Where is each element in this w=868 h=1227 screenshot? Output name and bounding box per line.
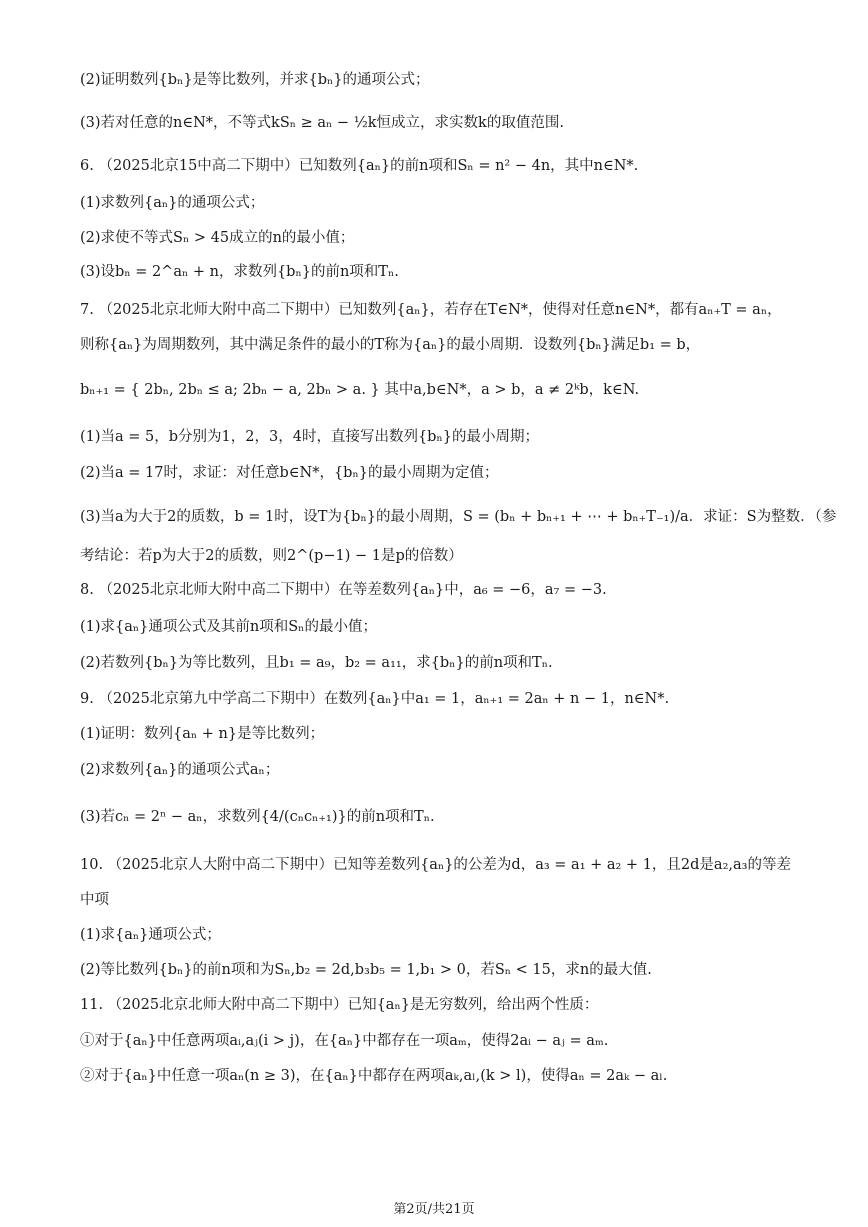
text-line: (2)求使不等式Sₙ > 45成立的n的最小值； (80, 230, 355, 246)
text-line: (1)证明：数列{aₙ + n}是等比数列； (80, 726, 325, 742)
text-line: (1)求{aₙ}通项公式及其前n项和Sₙ的最小值； (80, 619, 377, 635)
text-line: 7. （2025北京北师大附中高二下期中）已知数列{aₙ}，若存在T∈N*，使得对任意n∈N*，都有aₙ₊T = aₙ， (80, 302, 782, 318)
text-line: (3)当a为大于2的质数，b = 1时，设T为{bₙ}的最小周期，S = (bₙ + bₙ₊₁ + ⋯ + bₙ₊T₋₁)/a．求证：S为整数．（参 (80, 509, 837, 525)
text-line: (3)若cₙ = 2ⁿ − aₙ，求数列{4/(cₙcₙ₊₁)}的前n项和Tₙ. (80, 809, 435, 825)
text-line: 9. （2025北京第九中学高二下期中）在数列{aₙ}中a₁ = 1，aₙ₊₁ = 2aₙ + n − 1，n∈N*. (80, 691, 670, 707)
text-line: 8. （2025北京北师大附中高二下期中）在等差数列{aₙ}中，a₆ = −6，a₇ = −3. (80, 582, 607, 598)
text-line: (2)当a = 17时，求证：对任意b∈N*，{bₙ}的最小周期为定值； (80, 465, 499, 481)
text-line: (2)证明数列{bₙ}是等比数列，并求{bₙ}的通项公式； (80, 72, 430, 88)
text-line: 6. （2025北京15中高二下期中）已知数列{aₙ}的前n项和Sₙ = n² − 4n，其中n∈N*. (80, 158, 639, 174)
text-line: ①对于{aₙ}中任意两项aᵢ,aⱼ(i > j)，在{aₙ}中都存在一项aₘ，使得2aᵢ − aⱼ = aₘ. (80, 1033, 609, 1049)
text-line: 10. （2025北京人大附中高二下期中）已知等差数列{aₙ}的公差为d，a₃ = a₁ + a₂ + 1，且2d是a₂,a₃的等差 (80, 857, 791, 873)
page-footer: 第2页/共21页 (393, 1202, 475, 1217)
text-line: (2)若数列{bₙ}为等比数列，且b₁ = a₉，b₂ = a₁₁，求{bₙ}的前n项和Tₙ. (80, 655, 553, 671)
text-line: (3)设bₙ = 2^aₙ + n，求数列{bₙ}的前n项和Tₙ. (80, 264, 399, 280)
text-line: bₙ₊₁ = { 2bₙ, 2bₙ ≤ a; 2bₙ − a, 2bₙ > a. } 其中a,b∈N*，a > b，a ≠ 2ᵏb，k∈N. (80, 382, 640, 398)
text-line: (1)求{aₙ}通项公式； (80, 927, 221, 943)
text-line: (3)若对任意的n∈N*，不等式kSₙ ≥ aₙ − ½k恒成立，求实数k的取值范围. (80, 115, 564, 131)
text-line: 考结论：若p为大于2的质数，则2^(p−1) − 1是p的倍数） (80, 548, 463, 564)
text-line: 11. （2025北京北师大附中高二下期中）已知{aₙ}是无穷数列，给出两个性质： (80, 997, 599, 1013)
text-line: (2)求数列{aₙ}的通项公式aₙ； (80, 762, 280, 778)
text-line: (2)等比数列{bₙ}的前n项和为Sₙ,b₂ = 2d,b₃b₅ = 1,b₁ > 0，若Sₙ < 15，求n的最大值. (80, 962, 652, 978)
text-line: (1)当a = 5，b分别为1，2，3，4时，直接写出数列{bₙ}的最小周期； (80, 429, 539, 445)
text-line: ②对于{aₙ}中任意一项aₙ(n ≥ 3)，在{aₙ}中都存在两项aₖ,aₗ,(k > l)，使得aₙ = 2aₖ − aₗ. (80, 1068, 668, 1084)
text-line: (1)求数列{aₙ}的通项公式； (80, 195, 265, 211)
text-line: 则称{aₙ}为周期数列，其中满足条件的最小的T称为{aₙ}的最小周期．设数列{bₙ}满足b₁ = b， (80, 337, 701, 353)
text-line: 中项 (80, 892, 109, 908)
